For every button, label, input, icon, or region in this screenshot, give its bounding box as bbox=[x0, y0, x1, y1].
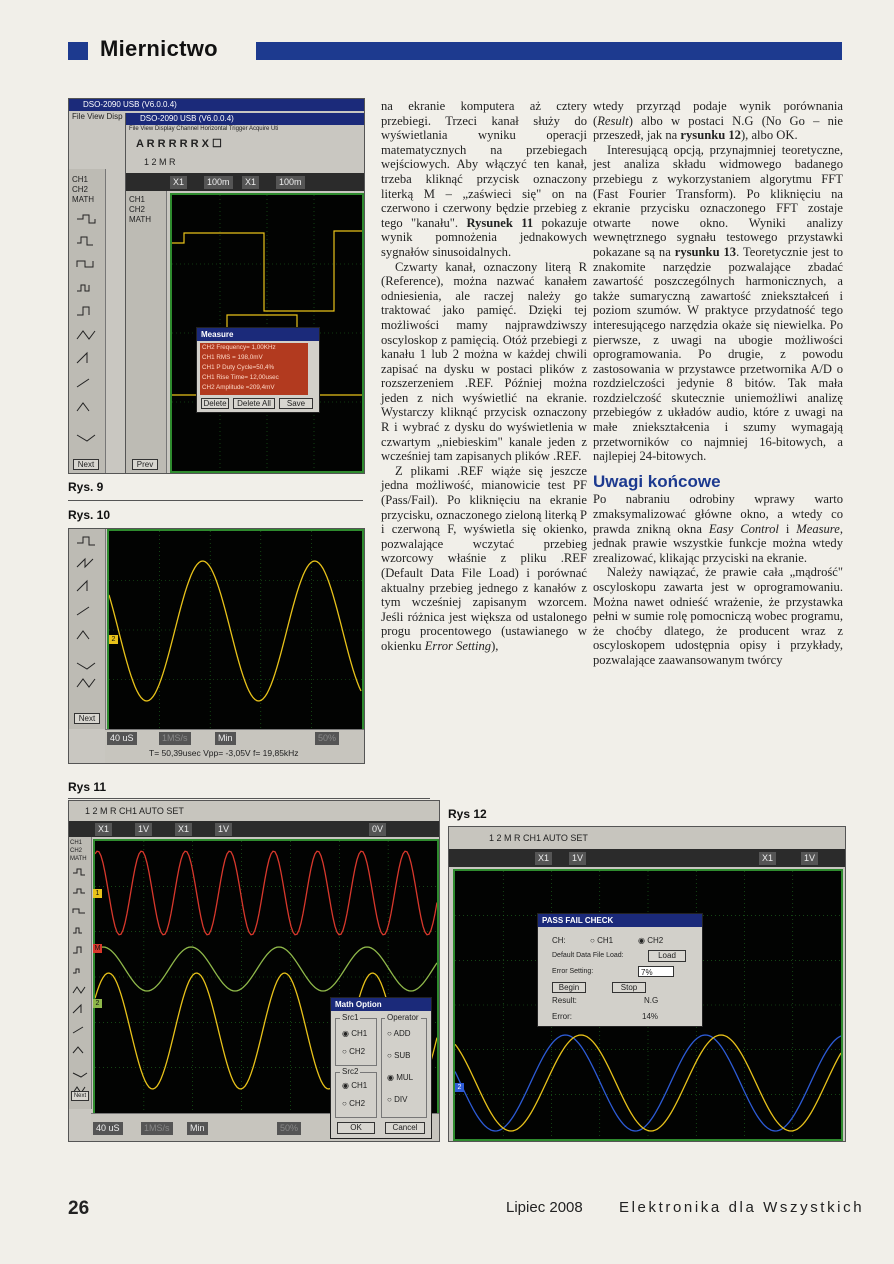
pass-fail-title: PASS FAIL CHECK bbox=[538, 914, 702, 927]
ch2-marker: 2 bbox=[109, 635, 118, 644]
back-sidebar bbox=[69, 169, 106, 473]
paragraph bbox=[381, 464, 587, 654]
ref-marker: 2 bbox=[455, 1083, 464, 1092]
operator-option-label: MUL bbox=[396, 1073, 414, 1082]
delete-all-button[interactable]: Delete All bbox=[233, 398, 275, 409]
result-value: N.G bbox=[644, 996, 659, 1005]
trigger-mode[interactable]: Min bbox=[187, 1122, 208, 1135]
page-number: 26 bbox=[68, 1198, 90, 1219]
ch2-volts[interactable]: 1V bbox=[215, 823, 232, 836]
src2-option-label: CH1 bbox=[351, 1081, 368, 1090]
emphasis: Result bbox=[597, 113, 629, 128]
paragraph-text: wtedy przyrząd podaje wynik porównania ( bbox=[593, 99, 843, 128]
front-window bbox=[125, 113, 365, 473]
ch-option[interactable]: CH1 bbox=[129, 195, 146, 204]
ch2-probe[interactable]: X1 bbox=[175, 823, 192, 836]
src2-label: Src2 bbox=[342, 1067, 359, 1076]
measure-dialog bbox=[196, 327, 320, 413]
timebase[interactable]: 40 uS bbox=[107, 732, 137, 745]
figure-11 bbox=[68, 800, 440, 1142]
result-label: Result: bbox=[552, 996, 577, 1005]
figure-ref: rysunku 12 bbox=[680, 128, 741, 143]
toolbar bbox=[69, 801, 439, 822]
next-button[interactable]: Next bbox=[71, 1091, 89, 1101]
measure-dialog-title: Measure bbox=[197, 328, 319, 341]
paragraph-text: , jednak prawie wszystkie funkcje można wtedy zrealizować, klikając przyciski na ekranie. bbox=[593, 521, 843, 565]
paragraph bbox=[593, 99, 843, 143]
ch1-marker: 1 bbox=[93, 889, 102, 898]
toolbar bbox=[449, 827, 845, 850]
default-file-label: Default Data File Load: bbox=[552, 952, 624, 959]
trigger-mode[interactable]: Min bbox=[215, 732, 236, 745]
src1-option-label: CH1 bbox=[351, 1029, 368, 1038]
window-title: DSO-2090 USB (V6.0.0.4) bbox=[126, 113, 365, 125]
back-ch-option[interactable]: CH1 bbox=[72, 175, 89, 184]
emphasis: Error Setting bbox=[424, 638, 492, 653]
ch2-radio[interactable]: ◉ CH2 bbox=[638, 936, 664, 945]
stop-button[interactable]: Stop bbox=[612, 982, 646, 993]
ch1-radio-label: CH1 bbox=[597, 936, 614, 945]
control-row bbox=[69, 821, 439, 837]
issue-date: Lipiec 2008 bbox=[506, 1199, 583, 1216]
paragraph: Należy nawiązać, że prawie cała „mądrość" oscyloskopu zawarta jest w oprogramowaniu. Można nawet odnieść wrażenie, że przystawka pełni w sumie rolę pomocniczą wobec programu, że choćby dlatego, że producent wraz z oscyloskopem udostępnia opisy i przykłady, pozwalające zaawansowanym twórcy bbox=[593, 565, 843, 667]
back-window-title: DSO-2090 USB (V6.0.0.4) bbox=[69, 99, 364, 111]
paragraph-text: na ekranie komputera aż cztery przebiegi. Trzeci kanał służy do wyświetlania wyniku operacji matematycznych na przebiegach wejściowych. Aby włączyć ten kanał, trzeba kliknąć przycisk oznaczony literką M – „zaświeci się" on na czerwono i czerwony będzie przebieg z tego "kanału". bbox=[381, 99, 587, 230]
ch1-volts[interactable]: 1V bbox=[569, 852, 586, 865]
paragraph-text: Z plikami .REF wiąże się jeszcze jedna możliwość, mianowicie test PF (Pass/Fail). Po kliknięciu na ekranie przycisku, oznaczonego zieloną literką P i czerwoną F, wyświetla się okienko, pozwalające wczytać przebieg wzorcowy właśnie z pliku .REF (Default Data File Load) i porównać aktualny przebieg jednego z kanałów z tym wcześniej zapisanym wzorcem. Jeśli różnica jest większa od ustalonego progu procentowego (ustawianego w okienku bbox=[381, 463, 587, 653]
src2-option[interactable]: ○ CH2 bbox=[342, 1099, 366, 1108]
waveform-icons bbox=[75, 213, 101, 453]
sidebar bbox=[126, 191, 167, 473]
control-row bbox=[449, 849, 845, 867]
ch-options bbox=[70, 839, 87, 863]
begin-button[interactable]: Begin bbox=[552, 982, 586, 993]
ch-option[interactable]: CH1 bbox=[70, 840, 83, 846]
src2-option-label: CH2 bbox=[349, 1099, 366, 1108]
caption-rule bbox=[68, 798, 430, 799]
ch1-volts[interactable]: 1V bbox=[135, 823, 152, 836]
caption-fig9: Rys. 9 bbox=[68, 480, 104, 494]
ch1-radio[interactable]: ○ CH1 bbox=[590, 936, 614, 945]
ch1-probe[interactable]: X1 bbox=[535, 852, 552, 865]
operator-option[interactable]: ○ ADD bbox=[387, 1029, 411, 1038]
ch2-trace bbox=[95, 947, 437, 991]
ch-label: CH: bbox=[552, 936, 566, 945]
ch-option[interactable]: CH2 bbox=[70, 848, 83, 854]
ch1-probe[interactable]: X1 bbox=[170, 176, 187, 189]
figure-9 bbox=[68, 98, 365, 474]
ok-button[interactable]: OK bbox=[337, 1122, 375, 1134]
paragraph: Czwarty kanał, oznaczony literą R (Reference), można nazwać kanałem odniesienia, ale raczej należy go traktować jako pamięć. Dzięki tej możliwości mamy najprawdziwszy oscyloskop z pamięcią. Otóż przebiegi z kanału 1 lub 2 można w każdej chwili zapisać na dysku w postaci plików z rozszerzeniem .REF. Później można jeden z nich wyświetlić na ekranie. Wystarczy kliknąć przycisk oznaczony R i wybrać z dysku do wyświetlenia w czwartym „niebieskim" kanale jeden z wcześniej tam zapisanych plików .REF. bbox=[381, 259, 587, 464]
sample-rate[interactable]: 1MS/s bbox=[141, 1122, 173, 1135]
header-square bbox=[68, 42, 88, 60]
figure-ref: rysunku 13 bbox=[674, 244, 737, 259]
sidebar bbox=[69, 529, 106, 729]
ch2-marker: 2 bbox=[93, 999, 102, 1008]
window-menu: File View Display Channel Horizontal Trigger Acquire Uti bbox=[129, 126, 279, 132]
figure-12 bbox=[448, 826, 846, 1142]
ch2-sine-trace bbox=[109, 561, 361, 701]
save-button[interactable]: Save bbox=[279, 398, 313, 409]
next-button[interactable]: Next bbox=[73, 459, 99, 470]
error-value: 14% bbox=[642, 1012, 659, 1021]
ch-option[interactable]: CH2 bbox=[129, 205, 146, 214]
section-title: Miernictwo bbox=[100, 36, 218, 61]
sample-rate[interactable]: 1MS/s bbox=[159, 732, 191, 745]
ch2-volts[interactable]: 1V bbox=[801, 852, 818, 865]
figure-ref: Rysunek 11 bbox=[466, 215, 534, 230]
emphasis: Easy Control bbox=[708, 521, 779, 536]
ch2-radio-label: CH2 bbox=[647, 936, 664, 945]
src1-label: Src1 bbox=[342, 1013, 359, 1022]
ch-options bbox=[129, 195, 151, 225]
magazine-name: Elektronika dla Wszystkich bbox=[619, 1199, 865, 1216]
src1-option[interactable]: ◉ CH1 bbox=[342, 1029, 368, 1038]
src1-group bbox=[335, 1013, 377, 1066]
operator-option-label: ADD bbox=[393, 1029, 411, 1038]
ch-option[interactable]: MATH bbox=[129, 215, 152, 224]
channel-toolbar[interactable]: 1 2 M R bbox=[144, 157, 176, 167]
src2-option[interactable]: ◉ CH1 bbox=[342, 1081, 368, 1090]
timebase[interactable]: 40 uS bbox=[93, 1122, 123, 1135]
ch2-volts[interactable]: 100m bbox=[276, 176, 305, 189]
load-button[interactable]: Load bbox=[648, 950, 686, 962]
waveform-icons bbox=[75, 535, 101, 705]
paragraph-text: ) albo w postaci N.G (No Go – nie przeszedł, jak na bbox=[593, 113, 843, 143]
error-setting-input[interactable]: 7% bbox=[638, 966, 674, 977]
back-window-menu: File View Disp bbox=[72, 112, 123, 121]
next-button[interactable]: Next bbox=[74, 713, 100, 724]
operator-group bbox=[381, 1013, 427, 1118]
back-ch-option[interactable]: CH2 bbox=[72, 185, 89, 194]
text-column-a bbox=[381, 99, 587, 654]
section-heading: Uwagi końcowe bbox=[593, 471, 721, 491]
ch1-probe[interactable]: X1 bbox=[95, 823, 112, 836]
paragraph bbox=[593, 143, 843, 464]
measure-line: CH2 Amplitude =209,4mV bbox=[202, 384, 275, 391]
measure-list bbox=[200, 343, 308, 395]
caption-fig12: Rys 12 bbox=[448, 807, 487, 821]
math-option-title: Math Option bbox=[331, 998, 431, 1011]
trigger-level[interactable]: 50% bbox=[277, 1122, 301, 1135]
math-trace bbox=[95, 851, 437, 935]
pass-fail-dialog bbox=[537, 913, 703, 1027]
operator-option-label: SUB bbox=[394, 1051, 411, 1060]
paragraph bbox=[381, 99, 587, 260]
trigger-level[interactable]: 50% bbox=[315, 732, 339, 745]
text-column-b bbox=[593, 99, 843, 668]
paragraph-text: Po nabraniu odrobiny wprawy warto zmaksymalizować główne okno, a wtedy co prawda znikną okna bbox=[593, 492, 843, 536]
ch2-probe[interactable]: X1 bbox=[242, 176, 259, 189]
paragraph-text: pokazuje wynik pomnożenia jednakowych sygnałów sinusoidalnych. bbox=[381, 215, 587, 259]
src1-option-label: CH2 bbox=[349, 1047, 366, 1056]
measure-line: CH1 RMS = 198,0mV bbox=[202, 354, 263, 361]
src2-group bbox=[335, 1067, 377, 1118]
measure-line: CH1 Rise Time= 12,00usec bbox=[202, 374, 279, 381]
offset[interactable]: 0V bbox=[369, 823, 386, 836]
emphasis: Measure bbox=[796, 521, 840, 536]
bottom-bar bbox=[105, 729, 364, 764]
ch-option[interactable]: MATH bbox=[70, 856, 87, 862]
paragraph bbox=[593, 492, 843, 565]
caption-fig10: Rys. 10 bbox=[68, 508, 111, 522]
figure-10 bbox=[68, 528, 365, 764]
operator-option-label: DIV bbox=[394, 1095, 408, 1104]
caption-rule bbox=[68, 500, 363, 501]
error-setting-label: Error Setting: bbox=[552, 968, 594, 975]
operator-option[interactable]: ○ DIV bbox=[387, 1095, 408, 1104]
ch2-probe[interactable]: X1 bbox=[759, 852, 776, 865]
paragraph-text: . Teoretycznie jest to znakomite narzędzie pozwalające zbadać zawartość poszczególnych harmonicznych, a także sumaryczną zawartość zniekształceń i poziom szumów. W praktyce przydatność tego interesującego narzędzia okaże się niewielka. Po pierwsze, z uwagi na ubogie możliwości oprogramowania. Po drugie, z powodu zastosowania w przystawce przetwornika A/D o rozdzielczości jedynie 8 bitów. Tak mała rozdzielczość skutecznie uniemożliwi analizę przebiegów z układów audio, które z uwagi na małe zniekształcenia i szumy wymagają przetworników co najmniej 16-bitowych, a najlepiej 24-bitowych. bbox=[593, 244, 843, 464]
paragraph-text: ), albo OK. bbox=[740, 128, 798, 143]
caption-fig11: Rys 11 bbox=[68, 780, 107, 794]
operator-label: Operator bbox=[387, 1013, 419, 1022]
math-marker: M bbox=[94, 945, 101, 952]
src1-option[interactable]: ○ CH2 bbox=[342, 1047, 366, 1056]
status-readout: T= 50,39usec Vpp= -3,05V f= 19,85kHz bbox=[149, 748, 299, 758]
operator-option[interactable]: ◉ MUL bbox=[387, 1073, 414, 1082]
channel-toolbar[interactable]: 1 2 M R CH1 AUTO SET bbox=[85, 806, 184, 816]
delete-button[interactable]: Delete bbox=[201, 398, 229, 409]
channel-toolbar[interactable]: 1 2 M R CH1 AUTO SET bbox=[489, 833, 588, 843]
scope-traces bbox=[109, 531, 362, 729]
back-ch-option[interactable]: MATH bbox=[72, 195, 95, 204]
header-bar bbox=[256, 42, 842, 60]
scope-screen bbox=[107, 529, 364, 731]
control-row bbox=[126, 173, 365, 191]
paragraph-text: Interesującą opcją, przynajmniej teoretyczne, jest analiza składu widmowego badanego przebiegu z wykorzystaniem algorytmu FFT (Fast Fourier Transform). Po kliknięciu na ekranie przycisku oznaczonego FFT zostaje otwarte nowe okno. Wyniki analizy wewnętrznego sygnału testowego przystawki pokazane są na bbox=[593, 142, 843, 259]
back-ch-options bbox=[72, 175, 94, 205]
math-option-dialog bbox=[330, 997, 432, 1139]
cancel-button[interactable]: Cancel bbox=[385, 1122, 425, 1134]
error-label: Error: bbox=[552, 1012, 572, 1021]
toolbar[interactable]: A R R R R R X ☐ bbox=[136, 138, 222, 150]
waveform-icons bbox=[72, 867, 90, 1097]
measure-line: CH2 Frequency= 1,00KHz bbox=[202, 344, 276, 351]
prev-button[interactable]: Prev bbox=[132, 459, 158, 470]
sidebar bbox=[69, 837, 92, 1109]
ch1-volts[interactable]: 100m bbox=[204, 176, 233, 189]
operator-option[interactable]: ○ SUB bbox=[387, 1051, 411, 1060]
measure-line: CH1 P Duty Cycle=50,4% bbox=[202, 364, 275, 371]
paragraph-text: i bbox=[785, 521, 790, 536]
paragraph-text: ), bbox=[491, 638, 499, 653]
